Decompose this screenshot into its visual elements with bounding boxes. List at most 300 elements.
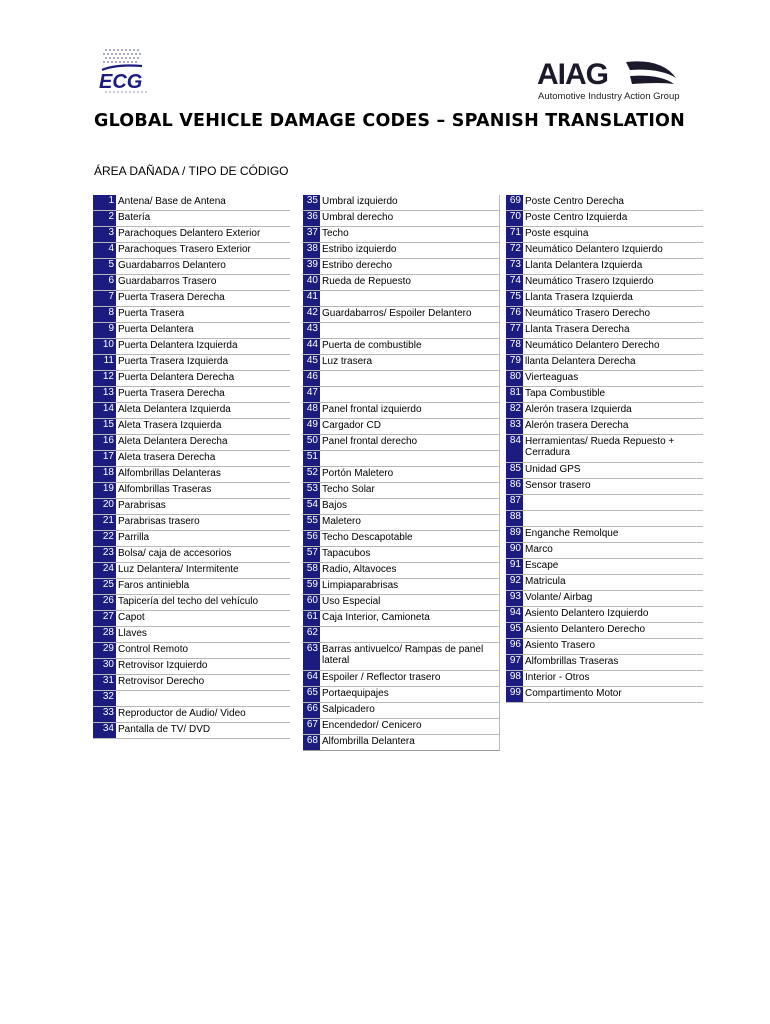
code-label: Estribo izquierdo xyxy=(322,244,397,255)
code-number: 26 xyxy=(93,595,116,610)
code-label: Retrovisor Izquierdo xyxy=(118,660,208,671)
code-number: 40 xyxy=(303,275,320,290)
code-number: 37 xyxy=(303,227,320,242)
code-row xyxy=(506,387,703,403)
page-title: GLOBAL VEHICLE DAMAGE CODES – SPANISH TRANSLATION xyxy=(94,111,685,131)
code-label: Alfombrilla Delantera xyxy=(322,736,415,747)
code-number: 21 xyxy=(93,515,116,530)
code-label: Bajos xyxy=(322,500,348,511)
code-label: Parabrisas trasero xyxy=(118,516,200,527)
code-number: 4 xyxy=(93,243,116,258)
code-label: Alfombrillas Delanteras xyxy=(118,468,221,479)
code-row xyxy=(93,723,290,739)
code-row xyxy=(93,403,290,419)
code-number: 87 xyxy=(506,495,523,510)
code-row xyxy=(93,659,290,675)
code-label: Enganche Remolque xyxy=(525,528,619,539)
code-number: 24 xyxy=(93,563,116,578)
code-label: Techo xyxy=(322,228,349,239)
code-row xyxy=(93,499,290,515)
code-label: Portón Maletero xyxy=(322,468,394,479)
code-row xyxy=(506,419,703,435)
svg-text:ECG: ECG xyxy=(99,71,143,93)
code-row xyxy=(303,483,500,499)
code-number: 53 xyxy=(303,483,320,498)
code-row xyxy=(506,623,703,639)
code-number: 55 xyxy=(303,515,320,530)
code-label: Umbral derecho xyxy=(322,212,394,223)
code-row xyxy=(93,339,290,355)
code-number: 54 xyxy=(303,499,320,514)
code-number: 34 xyxy=(93,723,116,738)
code-number: 44 xyxy=(303,339,320,354)
section-subtitle: ÁREA DAÑADA / TIPO DE CÓDIGO xyxy=(94,164,289,178)
code-number: 30 xyxy=(93,659,116,674)
code-row xyxy=(303,387,500,403)
code-label: Herramientas/ Rueda Repuesto + Cerradura xyxy=(525,436,675,458)
code-row xyxy=(93,323,290,339)
code-row xyxy=(506,495,703,511)
code-row xyxy=(303,499,500,515)
code-label: Tapa Combustible xyxy=(525,388,606,399)
code-number: 41 xyxy=(303,291,320,306)
code-row xyxy=(506,195,703,211)
code-label: Llanta Delantera Izquierda xyxy=(525,260,643,271)
code-number: 64 xyxy=(303,671,320,686)
code-label: Puerta Delantera xyxy=(118,324,194,335)
code-label: Portaequipajes xyxy=(322,688,389,699)
code-number: 17 xyxy=(93,451,116,466)
code-row xyxy=(303,687,500,703)
code-number: 28 xyxy=(93,627,116,642)
code-row xyxy=(93,611,290,627)
code-number: 3 xyxy=(93,227,116,242)
code-row xyxy=(506,559,703,575)
code-label xyxy=(320,323,322,338)
code-number: 72 xyxy=(506,243,523,258)
code-row xyxy=(93,371,290,387)
code-label: Puerta Trasera xyxy=(118,308,185,319)
code-number: 38 xyxy=(303,243,320,258)
code-row xyxy=(506,355,703,371)
code-label xyxy=(320,627,322,642)
code-label: Pantalla de TV/ DVD xyxy=(118,724,211,735)
code-label: Poste Centro Izquierda xyxy=(525,212,628,223)
code-label xyxy=(523,511,525,526)
code-row xyxy=(303,227,500,243)
ecg-logo xyxy=(96,44,156,96)
code-number: 83 xyxy=(506,419,523,434)
code-row xyxy=(506,687,703,703)
code-label: Puerta Trasera Derecha xyxy=(118,388,225,399)
code-label: Alerón trasera Derecha xyxy=(525,420,629,431)
code-row xyxy=(303,275,500,291)
code-row xyxy=(303,595,500,611)
code-label: Parabrisas xyxy=(118,500,166,511)
code-number: 59 xyxy=(303,579,320,594)
code-row xyxy=(93,595,290,611)
code-number: 98 xyxy=(506,671,523,686)
code-number: 52 xyxy=(303,467,320,482)
code-number: 65 xyxy=(303,687,320,702)
code-row xyxy=(93,227,290,243)
code-label: Guardabarros Trasero xyxy=(118,276,217,287)
code-row xyxy=(303,671,500,687)
code-label: llanta Delantera Derecha xyxy=(525,356,636,367)
code-label: Tapicería del techo del vehículo xyxy=(118,596,259,607)
code-number: 78 xyxy=(506,339,523,354)
code-number: 66 xyxy=(303,703,320,718)
code-number: 22 xyxy=(93,531,116,546)
code-label: Puerta Trasera Derecha xyxy=(118,292,225,303)
code-number: 75 xyxy=(506,291,523,306)
code-label: Volante/ Airbag xyxy=(525,592,593,603)
code-label: Poste Centro Derecha xyxy=(525,196,624,207)
code-label: Batería xyxy=(118,212,151,223)
code-label xyxy=(523,495,525,510)
code-number: 35 xyxy=(303,195,320,210)
code-label: Espoiler / Reflector trasero xyxy=(322,672,441,683)
code-row xyxy=(303,719,500,735)
code-row xyxy=(506,639,703,655)
code-row xyxy=(93,451,290,467)
code-label: Escape xyxy=(525,560,559,571)
code-row xyxy=(506,275,703,291)
code-label: Rueda de Repuesto xyxy=(322,276,411,287)
code-row xyxy=(506,591,703,607)
code-row xyxy=(303,451,500,467)
code-label: Encendedor/ Cenicero xyxy=(322,720,422,731)
code-label: Asiento Delantero Izquierdo xyxy=(525,608,649,619)
code-row xyxy=(303,243,500,259)
code-row xyxy=(506,671,703,687)
code-number: 85 xyxy=(506,463,523,478)
code-number: 1 xyxy=(93,195,116,210)
code-label: Aleta Delantera Izquierda xyxy=(118,404,231,415)
code-label: Antena/ Base de Antena xyxy=(118,196,226,207)
code-label: Puerta Delantera Izquierda xyxy=(118,340,238,351)
code-label: Llaves xyxy=(118,628,147,639)
code-row xyxy=(506,323,703,339)
code-label: Sensor trasero xyxy=(525,480,591,491)
code-label: Bolsa/ caja de accesorios xyxy=(118,548,232,559)
code-row xyxy=(506,291,703,307)
code-label: Guardabarros Delantero xyxy=(118,260,226,271)
code-label: Limpiaparabrisas xyxy=(322,580,399,591)
code-number: 25 xyxy=(93,579,116,594)
code-label: Aleta trasera Derecha xyxy=(118,452,216,463)
code-label: Guardabarros/ Espoiler Delantero xyxy=(322,308,472,319)
code-label: Reproductor de Audio/ Video xyxy=(118,708,246,719)
code-label xyxy=(320,451,322,466)
code-label xyxy=(320,371,322,386)
code-number: 67 xyxy=(303,719,320,734)
code-row xyxy=(303,515,500,531)
code-row xyxy=(506,371,703,387)
code-number: 88 xyxy=(506,511,523,526)
code-number: 12 xyxy=(93,371,116,386)
code-number: 49 xyxy=(303,419,320,434)
code-label: Maletero xyxy=(322,516,361,527)
code-row xyxy=(506,607,703,623)
code-row xyxy=(93,355,290,371)
code-row xyxy=(93,531,290,547)
code-number: 92 xyxy=(506,575,523,590)
code-number: 2 xyxy=(93,211,116,226)
code-row xyxy=(93,579,290,595)
code-label xyxy=(320,291,322,306)
code-number: 27 xyxy=(93,611,116,626)
code-row xyxy=(303,195,500,211)
code-row xyxy=(506,463,703,479)
code-number: 48 xyxy=(303,403,320,418)
code-row xyxy=(303,611,500,627)
code-number: 23 xyxy=(93,547,116,562)
code-row xyxy=(93,291,290,307)
codes-column-1 xyxy=(93,195,290,739)
code-row xyxy=(93,211,290,227)
code-label: Parrilla xyxy=(118,532,150,543)
code-label: Techo Descapotable xyxy=(322,532,413,543)
code-label: Panel frontal derecho xyxy=(322,436,418,447)
code-label: Alerón trasera Izquierda xyxy=(525,404,632,415)
codes-column-3 xyxy=(506,195,703,703)
code-row xyxy=(303,291,500,307)
code-number: 11 xyxy=(93,355,116,370)
code-row xyxy=(506,655,703,671)
code-number: 60 xyxy=(303,595,320,610)
code-label: Alfombrillas Traseras xyxy=(118,484,212,495)
code-label: Caja Interior, Camioneta xyxy=(322,612,430,623)
code-label: Unidad GPS xyxy=(525,464,581,475)
code-number: 32 xyxy=(93,691,116,706)
code-number: 86 xyxy=(506,479,523,494)
code-label: Barras antivuelco/ Rampas de panel lateral xyxy=(322,644,484,666)
code-label: Radio, Altavoces xyxy=(322,564,397,575)
code-row xyxy=(303,547,500,563)
code-number: 33 xyxy=(93,707,116,722)
code-row xyxy=(93,419,290,435)
code-row xyxy=(506,543,703,559)
code-label: Interior - Otros xyxy=(525,672,590,683)
code-row xyxy=(303,563,500,579)
code-row xyxy=(506,243,703,259)
code-number: 31 xyxy=(93,675,116,690)
code-number: 42 xyxy=(303,307,320,322)
code-number: 70 xyxy=(506,211,523,226)
code-number: 7 xyxy=(93,291,116,306)
code-row xyxy=(303,703,500,719)
code-label: Luz Delantera/ Intermitente xyxy=(118,564,239,575)
code-number: 90 xyxy=(506,543,523,558)
code-row xyxy=(303,307,500,323)
code-number: 58 xyxy=(303,563,320,578)
code-label: Parachoques Trasero Exterior xyxy=(118,244,251,255)
code-row xyxy=(303,339,500,355)
code-label: Asiento Delantero Derecho xyxy=(525,624,646,635)
code-row xyxy=(303,403,500,419)
code-row xyxy=(93,387,290,403)
code-number: 74 xyxy=(506,275,523,290)
code-row xyxy=(506,575,703,591)
code-label: Techo Solar xyxy=(322,484,375,495)
code-row xyxy=(93,515,290,531)
code-row xyxy=(93,275,290,291)
code-number: 45 xyxy=(303,355,320,370)
code-number: 13 xyxy=(93,387,116,402)
code-number: 39 xyxy=(303,259,320,274)
code-label: Aleta Delantera Derecha xyxy=(118,436,228,447)
code-row xyxy=(506,211,703,227)
code-number: 94 xyxy=(506,607,523,622)
code-number: 80 xyxy=(506,371,523,386)
code-number: 93 xyxy=(506,591,523,606)
code-number: 29 xyxy=(93,643,116,658)
code-label: Tapacubos xyxy=(322,548,371,559)
code-row xyxy=(303,627,500,643)
code-number: 5 xyxy=(93,259,116,274)
code-label: Neumático Trasero Izquierdo xyxy=(525,276,654,287)
code-label: Llanta Trasera Izquierda xyxy=(525,292,633,303)
code-row xyxy=(506,339,703,355)
code-label: Vierteaguas xyxy=(525,372,579,383)
code-number: 73 xyxy=(506,259,523,274)
code-row xyxy=(93,563,290,579)
code-number: 46 xyxy=(303,371,320,386)
code-label: Salpicadero xyxy=(322,704,375,715)
code-label: Neumático Delantero Derecho xyxy=(525,340,660,351)
code-label: Cargador CD xyxy=(322,420,381,431)
code-row xyxy=(506,403,703,419)
code-label: Aleta Trasera Izquierda xyxy=(118,420,222,431)
code-row xyxy=(93,691,290,707)
code-number: 91 xyxy=(506,559,523,574)
code-label: Umbral izquierdo xyxy=(322,196,398,207)
code-row xyxy=(303,531,500,547)
code-number: 96 xyxy=(506,639,523,654)
code-number: 8 xyxy=(93,307,116,322)
code-label: Estribo derecho xyxy=(322,260,393,271)
code-row xyxy=(506,259,703,275)
code-label xyxy=(320,387,322,402)
code-label: Faros antiniebla xyxy=(118,580,190,591)
code-number: 79 xyxy=(506,355,523,370)
code-row xyxy=(93,195,290,211)
code-number: 19 xyxy=(93,483,116,498)
code-number: 61 xyxy=(303,611,320,626)
svg-text:AIAG: AIAG xyxy=(537,58,608,91)
code-label xyxy=(116,691,118,706)
code-row xyxy=(93,259,290,275)
code-row xyxy=(93,243,290,259)
code-row xyxy=(303,371,500,387)
code-row xyxy=(93,435,290,451)
code-number: 9 xyxy=(93,323,116,338)
code-label: Panel frontal izquierdo xyxy=(322,404,422,415)
code-row xyxy=(93,307,290,323)
code-label: Puerta de combustible xyxy=(322,340,422,351)
code-row xyxy=(93,627,290,643)
code-label: Asiento Trasero xyxy=(525,640,596,651)
code-number: 63 xyxy=(303,643,320,670)
code-number: 69 xyxy=(506,195,523,210)
code-label: Luz trasera xyxy=(322,356,373,367)
code-number: 56 xyxy=(303,531,320,546)
code-number: 47 xyxy=(303,387,320,402)
code-number: 89 xyxy=(506,527,523,542)
code-number: 62 xyxy=(303,627,320,642)
code-row xyxy=(93,467,290,483)
code-row xyxy=(303,579,500,595)
code-label: Neumático Trasero Derecho xyxy=(525,308,651,319)
code-row xyxy=(506,479,703,495)
code-label: Capot xyxy=(118,612,145,623)
code-number: 68 xyxy=(303,735,320,750)
code-number: 51 xyxy=(303,451,320,466)
code-label: Control Remoto xyxy=(118,644,189,655)
code-number: 81 xyxy=(506,387,523,402)
code-row xyxy=(93,483,290,499)
code-number: 14 xyxy=(93,403,116,418)
code-number: 77 xyxy=(506,323,523,338)
code-number: 82 xyxy=(506,403,523,418)
code-number: 84 xyxy=(506,435,523,462)
code-row xyxy=(506,227,703,243)
code-row xyxy=(303,355,500,371)
code-row xyxy=(506,527,703,543)
code-row xyxy=(303,211,500,227)
code-row xyxy=(93,675,290,691)
code-row xyxy=(303,735,500,751)
code-row xyxy=(303,435,500,451)
code-label: Compartimento Motor xyxy=(525,688,622,699)
code-row xyxy=(506,307,703,323)
code-label: Alfombrillas Traseras xyxy=(525,656,619,667)
code-number: 43 xyxy=(303,323,320,338)
code-number: 71 xyxy=(506,227,523,242)
code-number: 15 xyxy=(93,419,116,434)
code-label: Neumático Delantero Izquierdo xyxy=(525,244,663,255)
code-row xyxy=(506,511,703,527)
code-number: 36 xyxy=(303,211,320,226)
code-row xyxy=(303,419,500,435)
code-label: Puerta Delantera Derecha xyxy=(118,372,235,383)
code-number: 99 xyxy=(506,687,523,702)
code-number: 20 xyxy=(93,499,116,514)
code-number: 76 xyxy=(506,307,523,322)
code-label: Puerta Trasera Izquierda xyxy=(118,356,229,367)
code-row xyxy=(93,707,290,723)
code-row xyxy=(506,435,703,463)
code-number: 10 xyxy=(93,339,116,354)
code-row xyxy=(93,547,290,563)
code-label: Poste esquina xyxy=(525,228,589,239)
code-number: 18 xyxy=(93,467,116,482)
code-row xyxy=(303,467,500,483)
code-number: 50 xyxy=(303,435,320,450)
code-row xyxy=(303,643,500,671)
code-row xyxy=(303,259,500,275)
code-label: Llanta Trasera Derecha xyxy=(525,324,630,335)
code-label: Uso Especial xyxy=(322,596,381,607)
code-number: 6 xyxy=(93,275,116,290)
aiag-subtitle: Automotive Industry Action Group xyxy=(538,91,680,102)
codes-column-2 xyxy=(303,195,500,751)
code-number: 57 xyxy=(303,547,320,562)
code-number: 95 xyxy=(506,623,523,638)
code-label: Matricula xyxy=(525,576,566,587)
code-row xyxy=(303,323,500,339)
